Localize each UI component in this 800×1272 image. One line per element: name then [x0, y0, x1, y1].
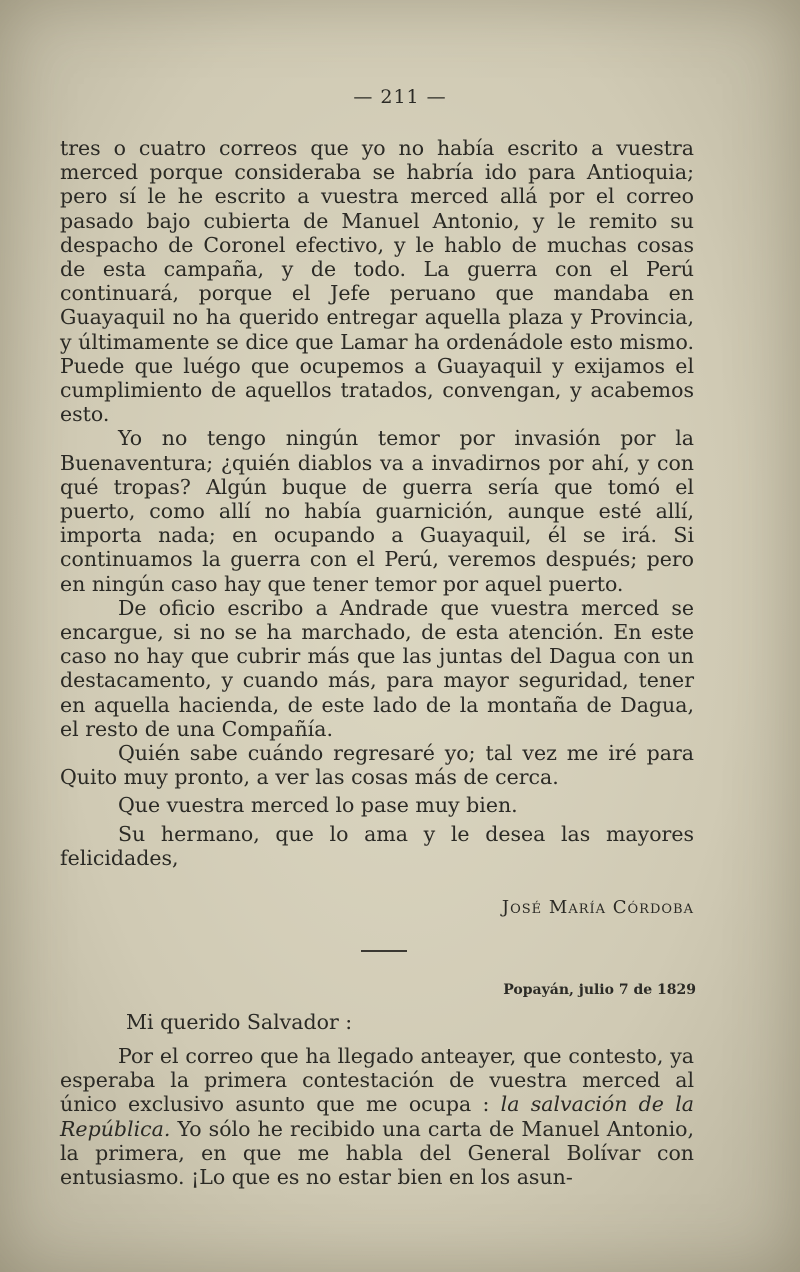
letter-2-salutation: Mi querido Salvador : [126, 1010, 353, 1034]
letter-1-paragraph-2: Yo no tengo ningún temor por invasión por la Buenaventura; ¿quién diablos va a invadirnos por ahí, y con qué tropas? Algún buque de guerra sería que tomó el puerto, como allí no había guarnición, aunque esté allí, importa nada; en ocupando a Guayaquil, él se irá. Si continuamos la guerra con el Perú, veremos después; pero en ningún caso hay que tener temor por aquel puerto. [60, 426, 694, 596]
page-number: — 211 — [353, 86, 447, 108]
letter-2-text-start: Por el correo que ha llegado anteayer, que contesto, ya esperaba la primera contestación de vuestra merced al único exclusivo asunto que me ocupa : [60, 1044, 694, 1117]
letter-2-dateline: Popayán, julio 7 de 1829 [503, 982, 696, 998]
signature: José María Córdoba [501, 897, 694, 918]
letter-2-emphasis: la salvación de la República. [60, 1092, 694, 1141]
letter-2-paragraph-1 [60, 1044, 694, 1189]
letter-1-paragraph-3: De oficio escribo a Andrade que vuestra merced se encargue, si no se ha marchado, de esta atención. En este caso no hay que cubrir más que las juntas del Dagua con un destacamento, y cuando más, para mayor seguridad, tener en aquella hacienda, de este lado de la montaña de Dagua, el resto de una Compañía. [60, 595, 694, 741]
letter-1-paragraph-4: Quién sabe cuándo regresaré yo; tal vez me iré para Quito muy pronto, a ver las cosas más de cerca. [60, 741, 694, 790]
letter-2 [60, 1044, 694, 1189]
letter-1-farewell: Su hermano, que lo ama y le desea las mayores felicidades, [60, 821, 694, 870]
letter-2-text-end: Yo sólo he recibido una carta de Manuel Antonio, la primera, en que me habla del General Bolívar con entusiasmo. ¡Lo que es no estar bien en los asun- [60, 1116, 694, 1190]
letter-1 [60, 136, 694, 870]
section-divider [361, 950, 407, 952]
letter-1-paragraph-1: tres o cuatro correos que yo no había escrito a vuestra merced porque consideraba se habría ido para Antioquia; pero sí le he escrito a vuestra merced allá por el correo pasado bajo cubierta de Manuel Antonio, y le remito su despacho de Coronel efectivo, y le hablo de muchas cosas de esta campaña, y de todo. La guerra con el Perú continuará, porque el Jefe peruano que mandaba en Guayaquil no ha querido entregar aquella plaza y Provincia, y últimamente se dice que Lamar ha ordenádole esto mismo. Puede que luégo que ocupemos a Guayaquil y exijamos el cumplimiento de aquellos tratados, convengan, y acabemos esto. [60, 136, 694, 427]
letter-1-closing: Que vuestra merced lo pase muy bien. [118, 793, 518, 818]
